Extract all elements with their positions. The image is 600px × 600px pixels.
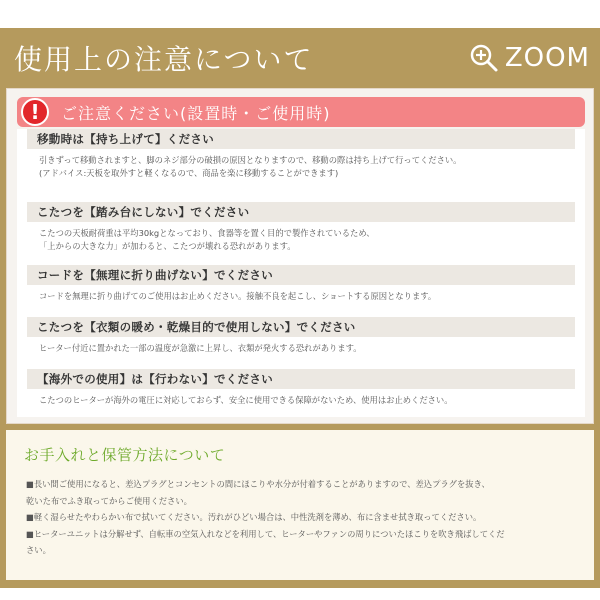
notice-item	[27, 129, 575, 180]
exclamation-icon: !	[21, 98, 49, 126]
care-line: さい。	[26, 545, 51, 555]
zoom-label: ZOOM	[504, 43, 590, 73]
care-line: ■軽く湿らせたやわらかい布で拭いてください。汚れがひどい場合は、中性洗剤を薄め、布に含ませ拭き取ってください。	[26, 512, 482, 522]
notice-heading: 【海外での使用】は【行わない】でください	[27, 369, 575, 389]
zoom-icon	[469, 43, 499, 73]
notice-text	[27, 337, 575, 355]
care-line: ■長い間ご使用になると、差込プラグとコンセントの間にほこりや水分が付着することがありますので、差込プラグを抜き、	[26, 479, 490, 489]
notice-item	[27, 369, 575, 407]
notice-text	[27, 285, 575, 303]
care-section	[6, 430, 594, 580]
notice-text	[27, 389, 575, 407]
notice-list	[17, 129, 585, 417]
care-line: 乾いた布でふき取ってからご使用ください。	[26, 495, 192, 506]
notice-text	[27, 222, 575, 253]
notice-item	[27, 265, 575, 303]
notice-heading: コードを【無理に折り曲げない】でください	[27, 265, 575, 285]
header	[0, 28, 600, 88]
notice-line: 「上からの大きな力」が加わると、こたつが壊れる恐れがあります。	[39, 241, 296, 251]
notice-heading: こたつを【踏み台にしない】でください	[27, 202, 575, 222]
notice-line: コードを無理に折り曲げてのご使用はお止めください。接触不良を起こし、ショートする原因となります。	[39, 291, 437, 301]
notice-item	[27, 202, 575, 253]
notice-text	[27, 149, 575, 180]
page-title: 使用上の注意について	[14, 43, 314, 76]
notice-line: 引きずって移動されますと、脚のネジ部分の破損の原因となりますので、移動の際は持ち上げて行ってください。	[39, 155, 462, 165]
alert-text: ご注意ください(設置時・ご使用時)	[61, 103, 331, 123]
alert-banner	[17, 97, 585, 127]
care-title: お手入れと保管方法について	[24, 446, 226, 464]
notice-heading: こたつを【衣類の暖め・乾燥目的で使用しない】でください	[27, 317, 575, 337]
zoom-button[interactable]	[469, 43, 590, 73]
notice-heading: 移動時は【持ち上げて】ください	[27, 129, 575, 149]
notice-item	[27, 317, 575, 355]
notice-card	[6, 88, 594, 424]
notice-line: (アドバイス:天板を取外すと軽くなるので、商品を楽に移動することができます)	[39, 168, 339, 178]
care-text	[26, 476, 582, 559]
care-line: ■ヒーターユニットは分解せず、自転車の空気入れなどを利用して、ヒーターやファンの周りについたほこりを吹き飛ばしてくだ	[26, 528, 505, 539]
notice-line: こたつの天板耐荷重は平均30kgとなっており、食器等を置く目的で製作されているため、	[39, 228, 375, 238]
notice-line: こたつのヒーターが海外の電圧に対応しておらず、安全に使用できる保障がないため、使用はお止めください。	[39, 395, 453, 405]
notice-line: ヒーター付近に置かれた一部の温度が急激に上昇し、衣類が発火する恐れがあります。	[39, 343, 362, 353]
